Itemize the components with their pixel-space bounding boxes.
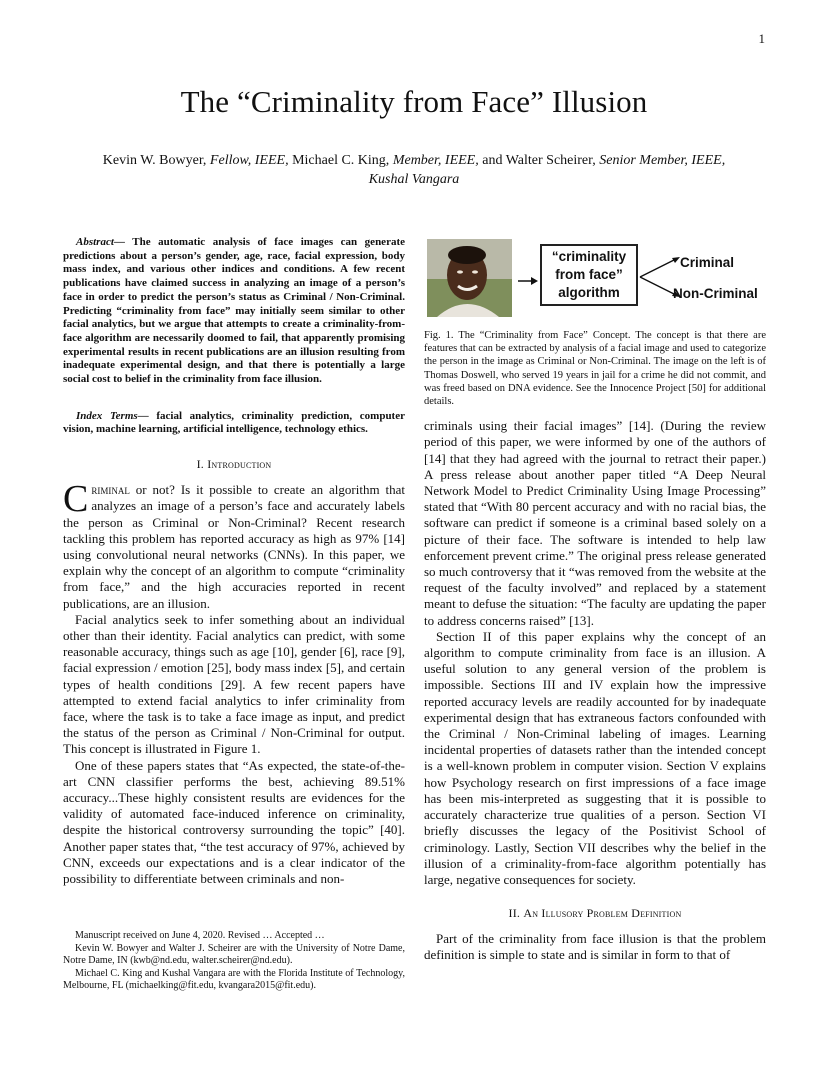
label-criminal: Criminal [680,255,735,270]
footnote-manuscript: Manuscript received on June 4, 2020. Revised … Accepted … [75,930,325,941]
algorithm-box [540,244,638,306]
abstract-dash: — [113,236,125,248]
intro-paragraph-1 [63,478,405,612]
section-2-paragraph-1: Part of the criminality from face illusion is that the problem definition is simple to state and is similar in form to that of [424,931,766,963]
author-king-role: Member, IEEE, [392,153,479,168]
author-scheirer: and Walter Scheirer, [482,153,596,168]
algorithm-box-line-2: from face” [555,267,623,282]
left-column [63,236,405,887]
abstract [63,236,405,387]
index-terms-text: facial analytics, criminality prediction, computer vision, machine learning, artificial intelligence, technology ethics. [63,409,405,436]
paper-title: The “Criminality from Face” Illusion [180,84,648,119]
first-word: riminal [91,482,130,498]
label-non-criminal: Non-Criminal [673,286,758,301]
algorithm-box-line-1: “criminality [551,249,627,264]
footnote [63,930,405,993]
abstract-label: Abstract [76,236,114,248]
author-bowyer-role: Fellow, IEEE, [209,153,289,168]
index-terms [63,410,405,437]
section-number: I. [196,457,205,472]
figure-1 [424,236,766,320]
section-title: Introduction [207,457,272,472]
index-terms-dash: — [137,409,149,422]
introduction-body [63,478,405,887]
page-number: 1 [758,31,765,46]
right-body [424,418,766,888]
section-2-number: II. [508,906,521,921]
author-vangara: Kushal Vangara [368,172,460,187]
section-heading-illusory-problem [424,906,766,921]
section-heading-introduction [63,457,405,472]
drop-cap: C [63,478,89,521]
abstract-text: The automatic analysis of face images can generate predictions about a person’s gender, age, race, facial expression, body mass index, and various other indices and conditions. A few recent publications have claimed success in analyzing an image of a person’s face in order to predict the person’s status as Criminal / Non-Criminal. Predicting “criminality from face” may initially seem similar to other facial analytics, but we argue that attempts to create a criminality-from-face algorithm are necessarily doomed to fail, that apparently promising experimental results in recent publications are an illusion resulting from inadequate experimental design, and that there is potentially a large social cost to belief in the criminality from face illusion. [63,236,405,386]
author-bowyer: Kevin W. Bowyer, [102,153,207,168]
arrow-to-algorithm-icon [516,274,540,288]
intro-paragraph-1-text: or not? Is it possible to create an algorithm that analyzes an image of a person’s face and accurately labels the person as Criminal or Non-Criminal? Recent research tackling this problem has reported accuracy as high as 97% [14] using convolutional neural networks (CNNs). In this paper, we explain why the concept of an algorithm to compute “criminality from face,” and the high accuracies reported in recent publications, are an illusion. [63,482,405,611]
paragraph-sections-overview: Section II of this paper explains why the concept of an algorithm to compute criminality from face is an illusion. A useful solution to any general version of the problem is impossible. Sections III and IV explain how the impressive reported accuracy levels are readily accounted for by inadequate experimental design that has extraneous factors confounded with the Criminal / Non-Criminal labeling of images. Learning incidental properties of datasets rather than the intended concept is a well-known problem in computer vision. Section V explains how Psychology research on first impressions of a face image has been mis-interpreted as suggesting that it is possible to accurately characterize true qualities of a person. Section VI briefly discusses the legacy of the Positivist School of criminology. Lastly, Section VII describes why the belief in the illusion of a criminality-from-face algorithm potentially has large, negative consequences for society. [424,628,766,887]
intro-paragraph-3: One of these papers states that “As expected, the state-of-the-art CNN classifier performs the best, achieving 89.51% accuracy...These highly consistent results are evidences for the validity of automated face-induced inference on criminality, despite the historical controversy surrounding the topic” [40]. Another paper states that, “the test accuracy of 97%, achieved by CNN, exceeds our expectations and is a clear indicator of the possibility to differentiate between criminals and non- [63,757,405,887]
figure-caption: Fig. 1. The “Criminality from Face” Concept. The concept is that there are features that can be extracted by analysis of a facial image and used to categorize the person in the image as Criminal or Non-Criminal. The image on the left is of Thomas Doswell, who served 19 years in jail for a crime he did not commit, and was freed based on DNA evidence. See the Innocence Project [50] for additional details. [424,330,766,408]
section-2-body [424,931,766,963]
face-photo [427,239,512,317]
author-list [100,151,728,189]
author-king: Michael C. King, [292,153,390,168]
algorithm-box-line-3: algorithm [558,285,620,300]
author-scheirer-role: Senior Member, IEEE, [599,153,726,168]
right-column [424,236,766,964]
index-terms-label: Index Terms [76,409,138,422]
section-2-title: An Illusory Problem Definition [523,906,682,921]
footnote-affiliation-2: Michael C. King and Kushal Vangara are with the Florida Institute of Technology, Melbourne, FL (michaelking@fit.edu, kvangara2015@fit.edu). [63,967,405,991]
paragraph-continuation: criminals using their facial images” [14]. (During the review period of this paper, we were informed by one of the authors of [14] that they had agreed with the journal to retract their paper.) A press release about another paper titled “A Deep Neural Network Model to Predict Criminality Using Image Processing” stated that “With 80 percent accuracy and with no racial bias, the software can predict if someone is a criminal based solely on a picture of their face. The software is intended to help law enforcement prevent crime.” The original press release generated so much controversy that it “was removed from the website at the request of the faculty involved” and replaced by a statement meant to defuse the situation: “The faculty are updating the paper to address concerns raised” [13]. [424,418,766,628]
intro-paragraph-2: Facial analytics seek to infer something about an individual other than their identity. Facial analytics can predict, with some reasonable accuracy, things such as age [10], gender [6], race [9], facial expression / emotion [25], body mass index [5], and certain types of health conditions [29]. A few recent papers have attempted to extend facial analytics to infer criminality from face, where the task is to take a face image as input, and predict the status of the person as Criminal / Non-Criminal for output. This concept is illustrated in Figure 1. [63,611,405,757]
footnote-affiliation-1: Kevin W. Bowyer and Walter J. Scheirer are with the University of Notre Dame, Notre Dame, IN (kwb@nd.edu, walter.scheirer@nd.edu). [63,942,405,966]
